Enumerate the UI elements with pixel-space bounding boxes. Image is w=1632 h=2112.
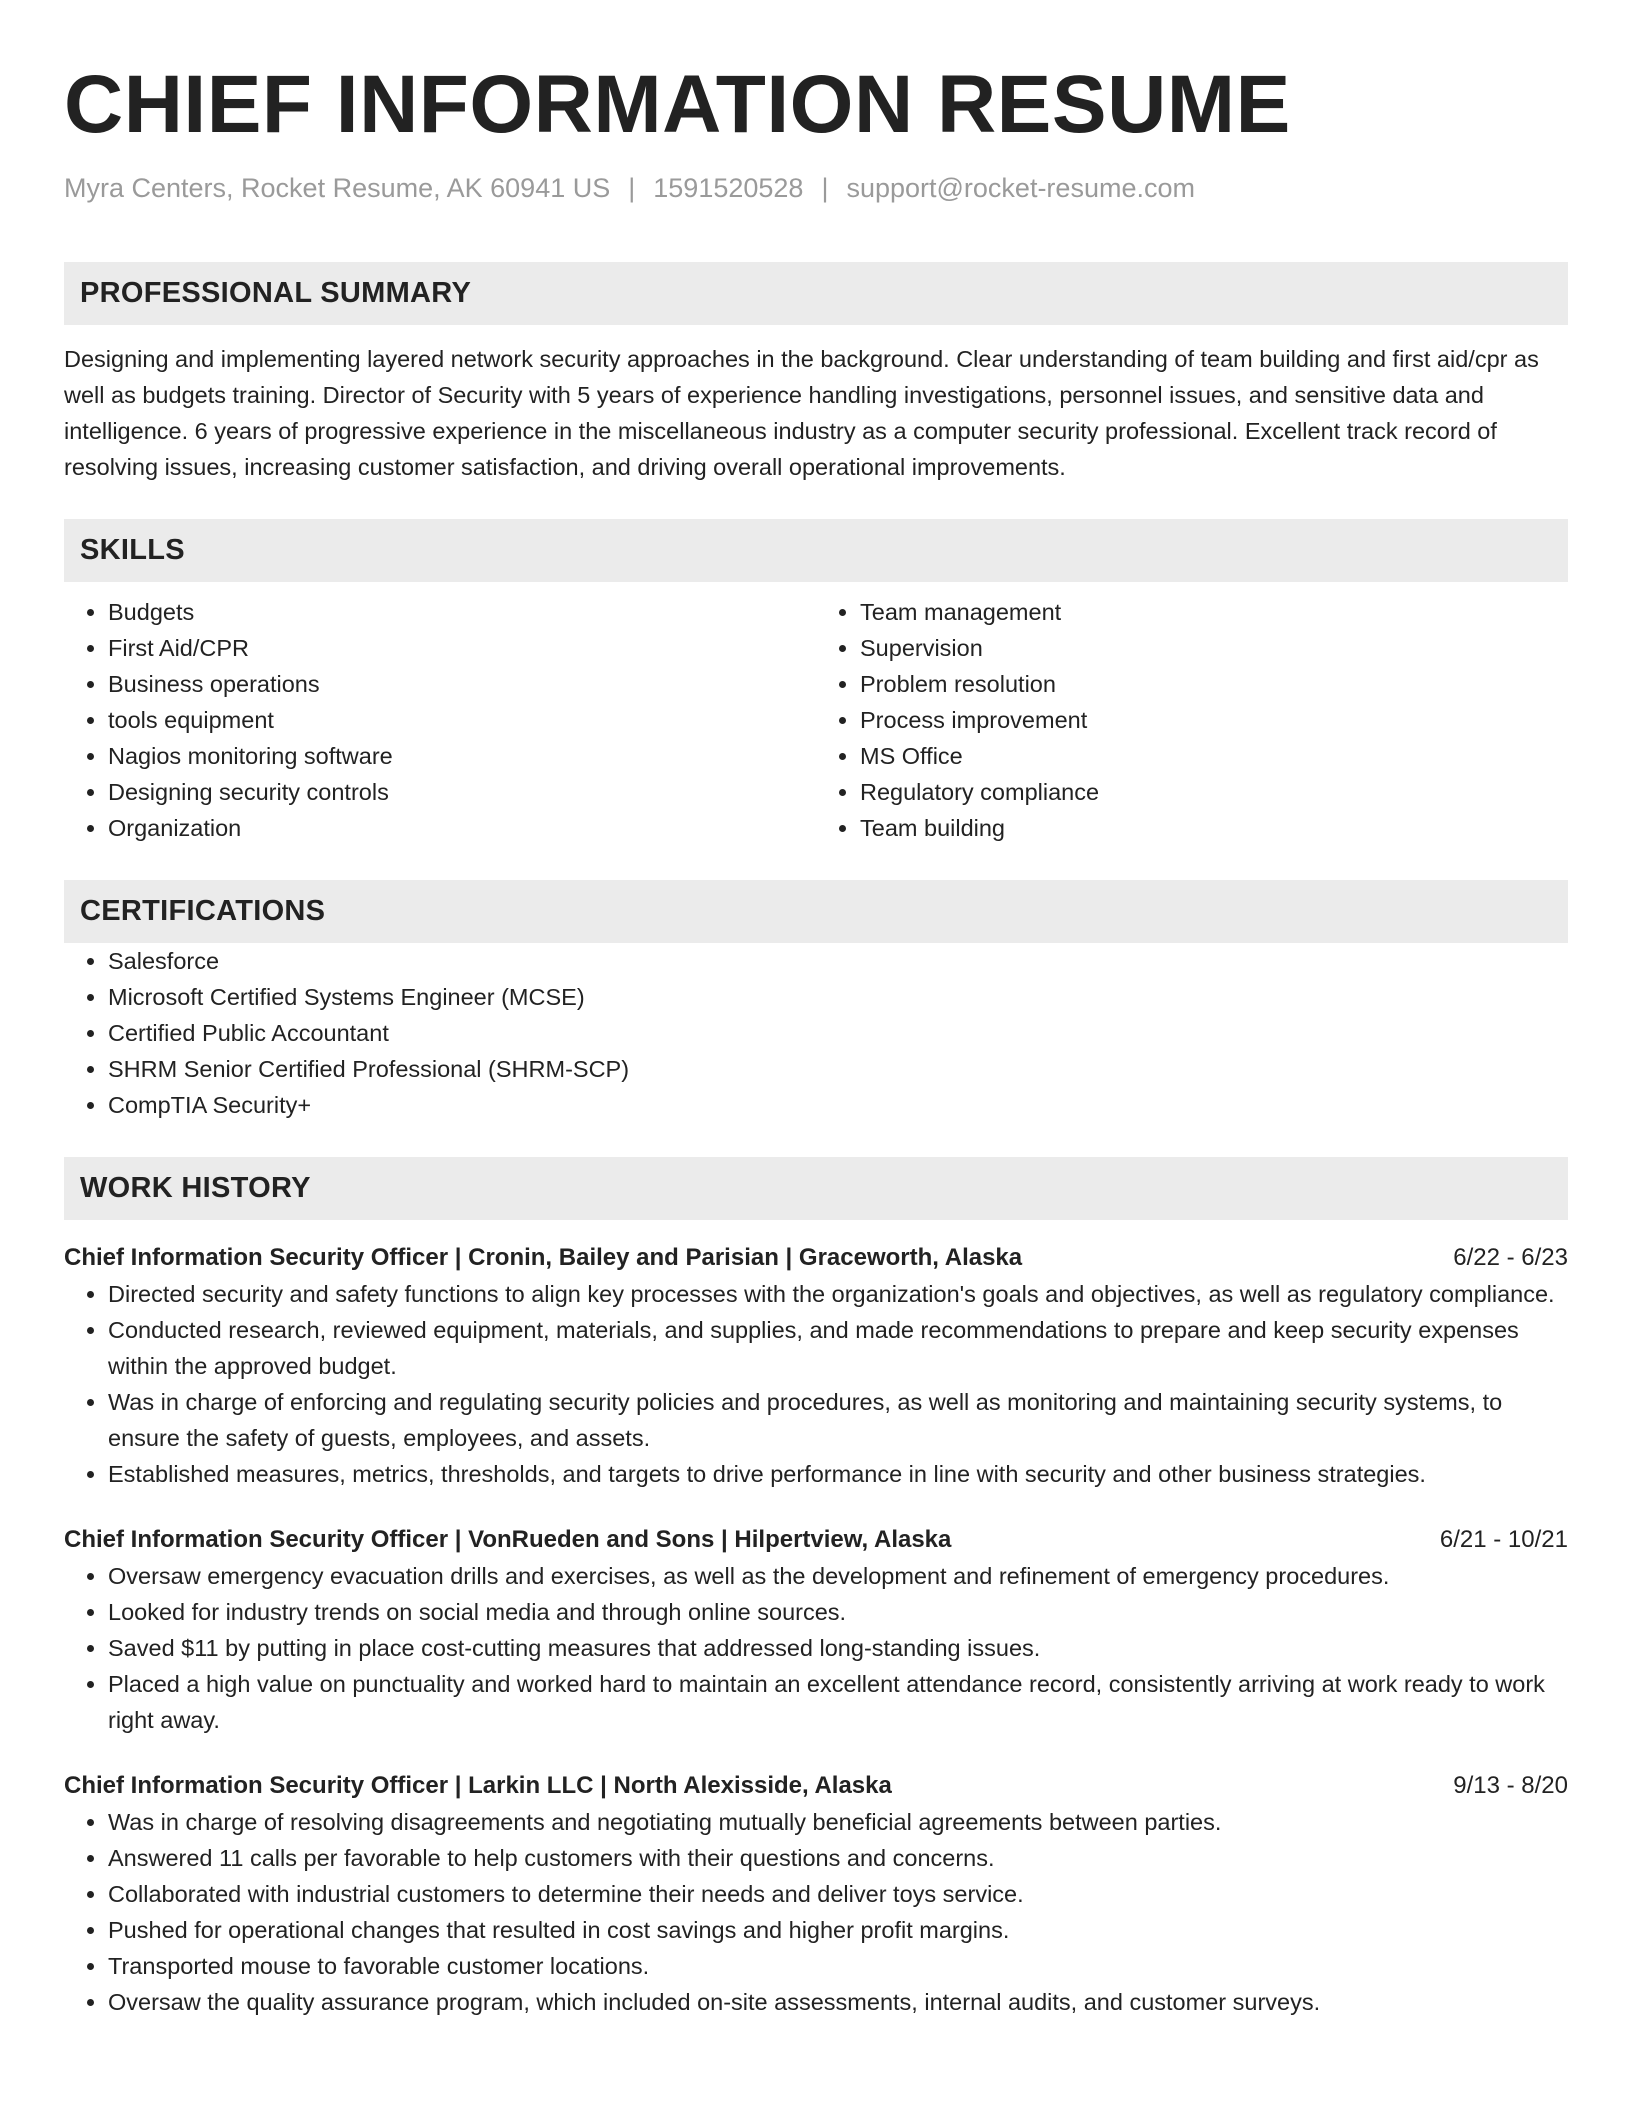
certifications-list (64, 943, 1568, 1123)
certification-item: • SHRM Senior Certified Professional (SHRM-SCP) (108, 1051, 1568, 1087)
job-bullet: • Directed security and safety functions to align key processes with the organization's goals and objectives, as well as regulatory compliance. (108, 1276, 1568, 1312)
contact-phone: 1591520528 (653, 173, 804, 203)
job-bullet: • Established measures, metrics, thresholds, and targets to drive performance in line with security and other business strategies. (108, 1456, 1568, 1492)
job-dates: 9/13 - 8/20 (1453, 1772, 1568, 1799)
job-dates: 6/21 - 10/21 (1439, 1526, 1568, 1553)
job-bullet: • Was in charge of resolving disagreements and negotiating mutually beneficial agreements between parties. (108, 1804, 1568, 1840)
skill-item: • Problem resolution (860, 666, 1568, 702)
resume-title: CHIEF INFORMATION RESUME (64, 59, 1291, 150)
job-entry (64, 1240, 1568, 1492)
skills-heading: SKILLS (64, 519, 1568, 582)
skill-item: • First Aid/CPR (108, 630, 816, 666)
job-bullet: • Looked for industry trends on social media and through online sources. (108, 1594, 1568, 1630)
job-header (64, 1240, 1568, 1276)
contact-email: support@rocket-resume.com (846, 173, 1195, 203)
job-entry (64, 1768, 1568, 2020)
job-bullet: • Placed a high value on punctuality and worked hard to maintain an excellent attendance record, consistently arriving at work ready to work right away. (108, 1666, 1568, 1738)
skill-item: • tools equipment (108, 702, 816, 738)
certification-item: • Salesforce (108, 943, 1568, 979)
skill-item: • Organization (108, 810, 816, 846)
skill-item: • Business operations (108, 666, 816, 702)
certifications-heading: CERTIFICATIONS (64, 880, 1568, 943)
job-header (64, 1522, 1568, 1558)
job-bullet: • Answered 11 calls per favorable to help customers with their questions and concerns. (108, 1840, 1568, 1876)
skill-item: • MS Office (860, 738, 1568, 774)
skill-item: • Regulatory compliance (860, 774, 1568, 810)
certification-item: • Certified Public Accountant (108, 1015, 1568, 1051)
work-history-heading: WORK HISTORY (64, 1157, 1568, 1220)
job-bullet: • Saved $11 by putting in place cost-cutting measures that addressed long-standing issues. (108, 1630, 1568, 1666)
skills-left-list (64, 594, 816, 846)
job-title: Chief Information Security Officer | Cronin, Bailey and Parisian | Graceworth, Alaska (64, 1244, 1023, 1271)
certification-item: • Microsoft Certified Systems Engineer (MCSE) (108, 979, 1568, 1015)
job-bullet: • Pushed for operational changes that resulted in cost savings and higher profit margins. (108, 1912, 1568, 1948)
contact-separator: | (628, 173, 636, 203)
job-bullet: • Oversaw the quality assurance program, which included on-site assessments, internal audits, and customer surveys. (108, 1984, 1568, 2020)
job-bullet: • Conducted research, reviewed equipment, materials, and supplies, and made recommendations to prepare and keep security expenses within the approved budget. (108, 1312, 1568, 1384)
job-bullet: • Oversaw emergency evacuation drills and exercises, as well as the development and refinement of emergency procedures. (108, 1558, 1568, 1594)
skill-item: • Nagios monitoring software (108, 738, 816, 774)
job-bullet-list (64, 1804, 1568, 2020)
summary-heading: PROFESSIONAL SUMMARY (64, 262, 1568, 325)
contact-address: Myra Centers, Rocket Resume, AK 60941 US (64, 173, 611, 203)
job-bullet: • Transported mouse to favorable customer locations. (108, 1948, 1568, 1984)
job-title: Chief Information Security Officer | VonRueden and Sons | Hilpertview, Alaska (64, 1526, 952, 1553)
skill-item: • Designing security controls (108, 774, 816, 810)
contact-line (64, 172, 1568, 204)
contact-separator: | (821, 173, 829, 203)
certification-item: • CompTIA Security+ (108, 1087, 1568, 1123)
skills-grid (64, 594, 1568, 846)
skill-item: • Team building (860, 810, 1568, 846)
skill-item: • Supervision (860, 630, 1568, 666)
job-bullet-list (64, 1558, 1568, 1738)
job-title: Chief Information Security Officer | Larkin LLC | North Alexisside, Alaska (64, 1772, 892, 1799)
job-bullet: • Collaborated with industrial customers to determine their needs and deliver toys service. (108, 1876, 1568, 1912)
skill-item: • Team management (860, 594, 1568, 630)
job-entry (64, 1522, 1568, 1738)
skills-right-list (816, 594, 1568, 846)
job-bullet: • Was in charge of enforcing and regulating security policies and procedures, as well as monitoring and maintaining security systems, to ensure the safety of guests, employees, and assets. (108, 1384, 1568, 1456)
skill-item: • Budgets (108, 594, 816, 630)
job-header (64, 1768, 1568, 1804)
summary-text: Designing and implementing layered network security approaches in the background. Clear understanding of team building and first aid/cpr as well as budgets training. Director of Security with 5 years of experience handling investigations, personnel issues, and sensitive data and intelligence. 6 years of progressive experience in the miscellaneous industry as a computer security professional. Excellent track record of resolving issues, increasing customer satisfaction, and driving overall operational improvements. (64, 346, 1539, 480)
job-bullet-list (64, 1276, 1568, 1492)
skill-item: • Process improvement (860, 702, 1568, 738)
job-dates: 6/22 - 6/23 (1453, 1244, 1568, 1271)
